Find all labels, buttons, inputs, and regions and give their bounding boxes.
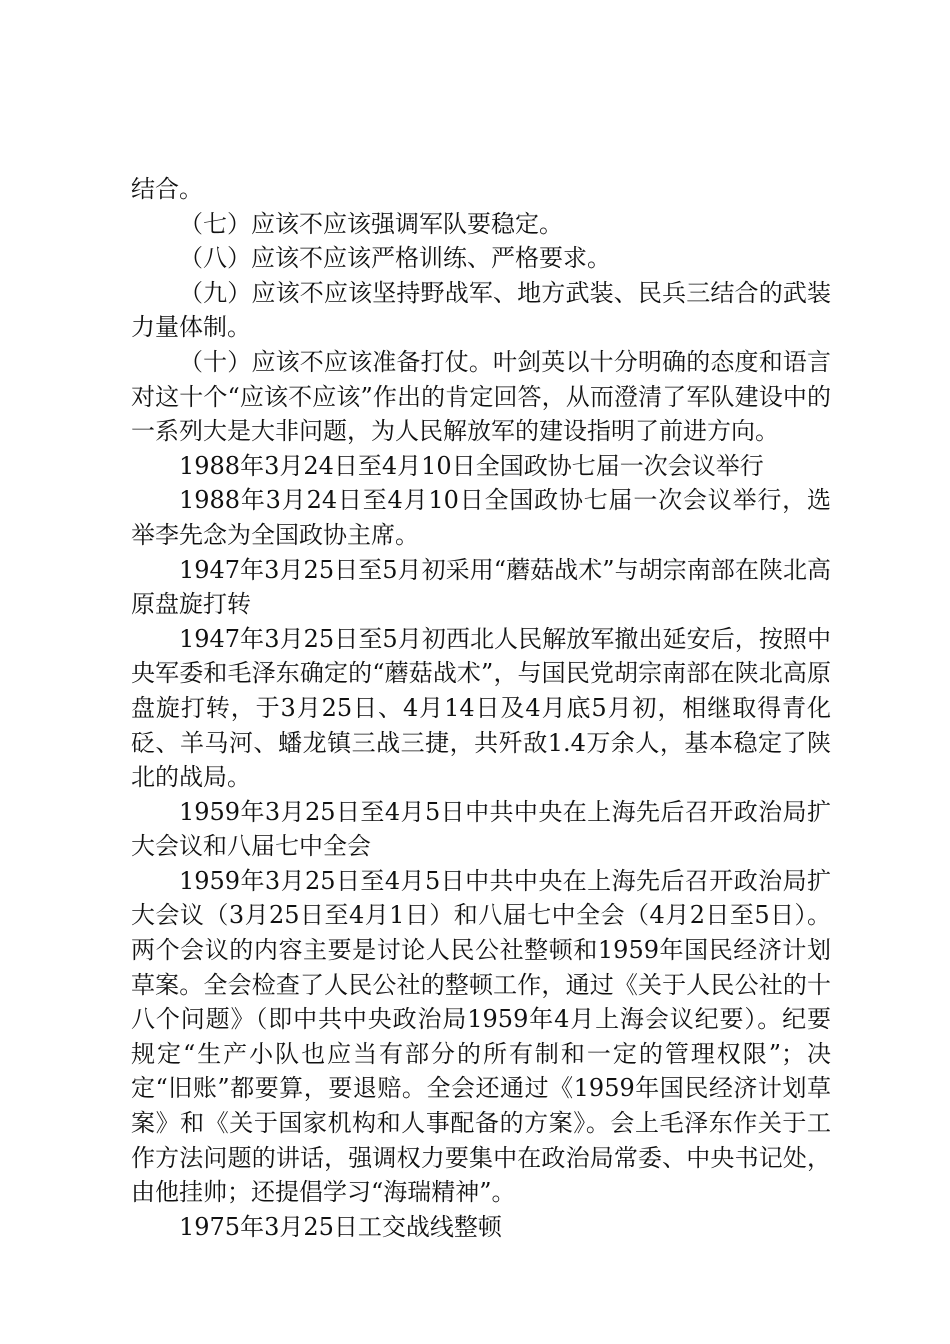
entry-body-1988-cppcc: 1988年3月24日至4月10日全国政协七届一次会议举行，选举李先念为全国政协主席。: [131, 486, 831, 549]
paragraph-item-7: （七）应该不应该强调军队要稳定。: [179, 209, 563, 238]
paragraph-item-9: （九）应该不应该坚持野战军、地方武装、民兵三结合的武装力量体制。: [131, 278, 831, 342]
entry-heading-1947-mushroom-tactics: 1947年3月25日至5月初采用“蘑菇战术”与胡宗南部在陕北高原盘旋打转: [131, 555, 831, 619]
paragraph-item-8: （八）应该不应该严格训练、严格要求。: [179, 244, 611, 273]
entry-body-1947-mushroom-tactics: 1947年3月25日至5月初西北人民解放军撤出延安后，按照中央军委和毛泽东确定的“蘑菇战术”，与国民党胡宗南部在陕北高原盘旋打转，于3月25日、4月14日及4月底5月初，相继取得青化砭、羊马河、蟠龙镇三战三捷，共歼敌1.4万余人，基本稳定了陕北的战局。: [131, 624, 831, 792]
document-body: [131, 172, 831, 1244]
paragraph-continuation: 结合。: [131, 175, 203, 203]
entry-heading-1959-shanghai-meetings: 1959年3月25日至4月5日中共中央在上海先后召开政治局扩大会议和八届七中全会: [131, 797, 831, 861]
paragraph-item-10: （十）应该不应该准备打仗。叶剑英以十分明确的态度和语言对这十个“应该不应该”作出的肯定回答，从而澄清了军队建设中的一系列大是大非问题，为人民解放军的建设指明了前进方向。: [131, 347, 831, 446]
entry-heading-1988-cppcc: 1988年3月24日至4月10日全国政协七届一次会议举行: [179, 451, 764, 480]
entry-heading-1975-rectification: 1975年3月25日工交战线整顿: [179, 1212, 502, 1241]
entry-body-1959-shanghai-meetings: 1959年3月25日至4月5日中共中央在上海先后召开政治局扩大会议（3月25日至4月1日）和八届七中全会（4月2日至5日）。两个会议的内容主要是讨论人民公社整顿和1959年国民经济计划草案。全会检查了人民公社的整顿工作，通过《关于人民公社的十八个问题》（即中共中央政治局1959年4月上海会议纪要）。纪要规定“生产小队也应当有部分的所有制和一定的管理权限”；决定“旧账”都要算，要退赔。全会还通过《1959年国民经济计划草案》和《关于国家机构和人事配备的方案》。会上毛泽东作关于工作方法问题的讲话，强调权力要集中在政治局常委、中央书记处，由他挂帅；还提倡学习“海瑞精神”。: [131, 866, 831, 1207]
